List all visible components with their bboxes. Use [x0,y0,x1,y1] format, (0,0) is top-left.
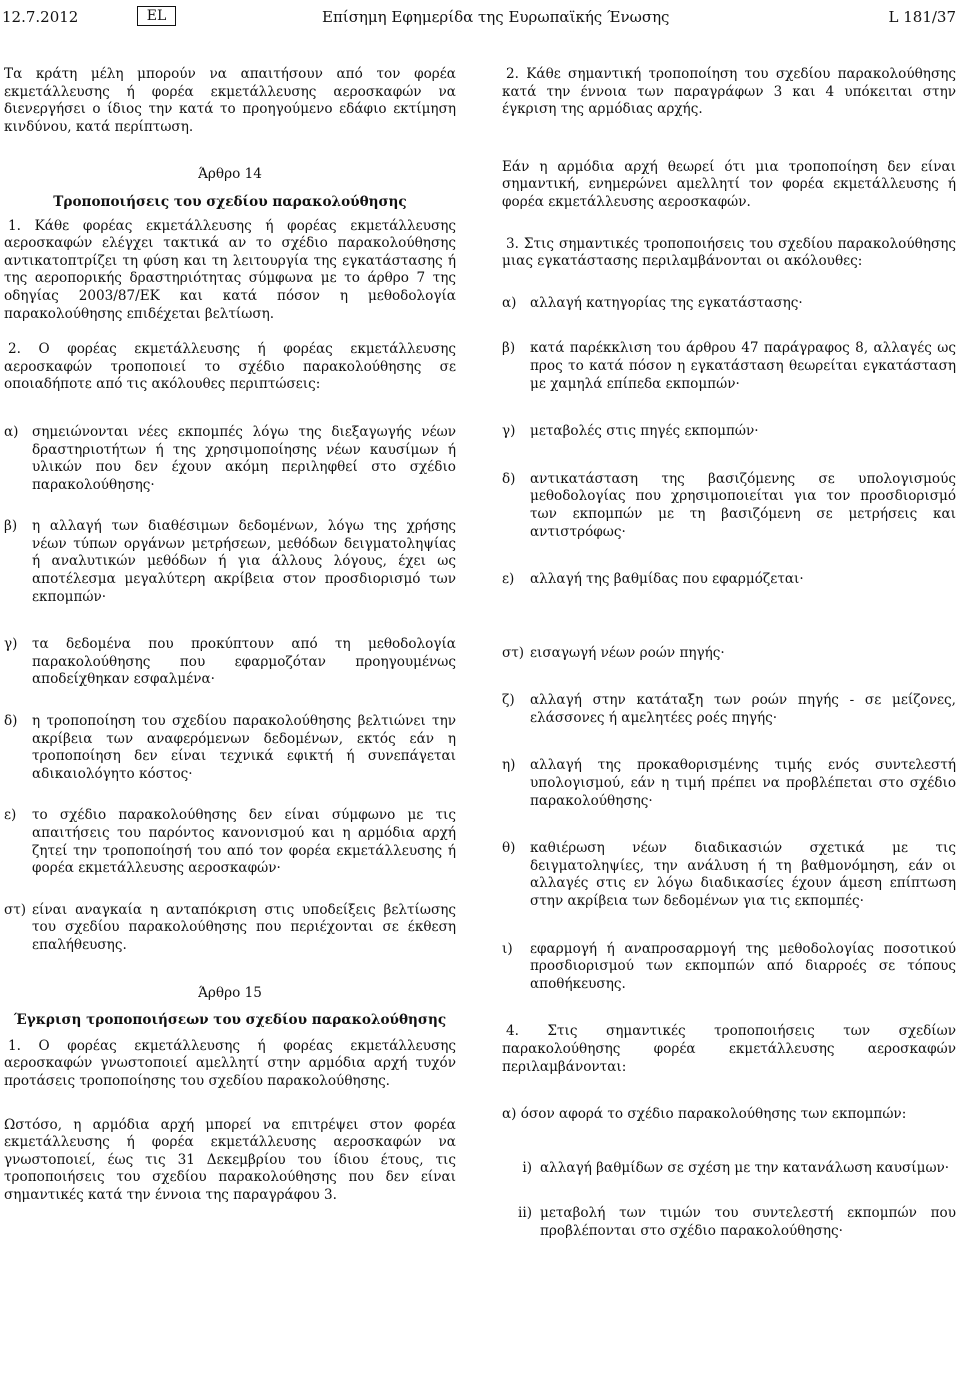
list-item: στ) εισαγωγή νέων ροών πηγής· [502,644,725,661]
list-item: στ) είναι αναγκαία η ανταπόκριση στις υποδείξεις βελτίωσης του σχεδίου παρακολούθησης που περιέχονται σε έκθεση επαλήθευσης. [4,901,456,953]
article-15-paragraph-1b: Ωστόσο, η αρμόδια αρχή μπορεί να επιτρέψει στον φορέα εκμετάλλευσης ή φορέα εκμετάλλευσης αεροσκαφών να γνωστοποιεί, έως τις 31 Δεκεμβρίου του ίδιου έτους, τις τροποποιήσεις του σχεδίου παρακολούθησης που δεν είναι σημαντικές κατά την έννοια της παραγράφου 3. [4,1116,456,1203]
journal-title: Επίσημη Εφημερίδα της Ευρωπαϊκής Ένωσης [322,8,670,26]
list-item: γ) μεταβολές στις πηγές εκπομπών· [502,423,759,440]
list-item: i) αλλαγή βαθμίδων σε σχέση με την κατανάλωση καυσίμων· [522,1159,950,1176]
article-15-paragraph-2b: Εάν η αρμόδια αρχή θεωρεί ότι μια τροποποίηση δεν είναι σημαντική, ενημερώνει αμελλητί τον φορέα εκμετάλλευσης ή φορέα εκμετάλλευσης αεροσκαφών. [502,158,956,210]
list-item: ε) το σχέδιο παρακολούθησης δεν είναι σύμφωνο με τις απαιτήσεις του παρόντος κανονισμού και η αρμόδια αρχή ζητεί την τροποποίησή του από τον φορέα εκμετάλλευσης ή φορέα εκμετάλλευσης αεροσκαφών· [4,807,456,877]
article-14-title: Τροποποιήσεις του σχεδίου παρακολούθησης [53,193,407,210]
article-15-title: Έγκριση τροποποιήσεων του σχεδίου παρακολούθησης [13,1012,447,1029]
article-15-number: Άρθρο 15 [198,984,262,1001]
intro-paragraph: Τα κράτη μέλη μπορούν να απαιτήσουν από τον φορέα εκμετάλλευσης ή φορέα εκμετάλλευσης αεροσκαφών να διενεργήσει ο ίδιος την κατά το προηγούμενο εδάφιο εκτίμηση κινδύνου, κατά περίπτωση. [4,66,456,135]
list-item: α) σημειώνονται νέες εκπομπές λόγω της διεξαγωγής νέων δραστηριοτήτων ή της χρησιμοποίησης νέων καυσίμων ή υλικών που δεν έχουν ακόμη περιληφθεί στο σχέδιο παρακολούθησης· [4,423,456,493]
list-item: θ) καθιέρωση νέων διαδικασιών σχετικά με τις δειγματοληψίες, την ανάλυση ή τη βαθμονόμηση, εάν οι αλλαγές στις εν λόγω διαδικασίες έχουν άμεση επίπτωση στην ακρίβεια των δεδομένων για τις εκπομπές· [502,840,956,910]
list-item: δ) η τροποποίηση του σχεδίου παρακολούθησης βελτιώνει την ακρίβεια των αναφερόμενων δεδομένων, εκτός εάν η τροποποίηση δεν είναι τεχνικά εφικτή ή συνεπάγεται αδικαιολόγητο κόστος· [4,713,456,782]
list-item: γ) τα δεδομένα που προκύπτουν από τη μεθοδολογία παρακολούθησης που εφαρμοζόταν προηγουμένως αποδείχθηκαν εσφαλμένα· [4,636,456,688]
paragraph-4-item-a: α) όσον αφορά το σχέδιο παρακολούθησης των εκπομπών: [502,1106,907,1123]
list-item: α) αλλαγή κατηγορίας της εγκατάστασης· [502,294,803,311]
list-item: ι) εφαρμογή ή αναπροσαρμογή της μεθοδολογίας ποσοτικού προσδιορισμού των εκπομπών από διαρροές σε τόπους αποθήκευσης. [502,940,956,992]
list-item: δ) αντικατάσταση της βασιζόμενης σε υπολογισμούς μεθοδολογίας που χρησιμοποιείται για τον προσδιορισμό των εκπομπών με τη βασιζόμενη σε μετρήσεις και αντιστρόφως· [502,470,956,540]
list-item: ii) μεταβολή των τιμών του συντελεστή εκπομπών που προβλέπονται στο σχέδιο παρακολούθησης· [518,1205,956,1239]
page-header [0,6,960,30]
article-14-paragraph-2: 2. Ο φορέας εκμετάλλευσης ή φορέας εκμετάλλευσης αεροσκαφών τροποποιεί το σχέδιο παρακολούθησης σε οποιαδήποτε από τις ακόλουθες περιπτώσεις: [4,341,456,393]
article-15-paragraph-2: 2. Κάθε σημαντική τροποποίηση του σχεδίου παρακολούθησης κατά την έννοια των παραγράφων 3 και 4 υπόκειται στην έγκριση της αρμόδιας αρχής. [502,66,956,118]
article-14-paragraph-1: 1. Κάθε φορέας εκμετάλλευσης ή φορέας εκμετάλλευσης αεροσκαφών ελέγχει τακτικά αν το σχέδιο παρακολούθησης αντικατοπτρίζει τη φύση και τη λειτουργία της εγκατάστασης ή της αεροπορικής δραστηριότητας σύμφωνα με το άρθρο 7 της οδηγίας 2003/87/ΕΚ και κατά πόσον η μεθοδολογία παρακολούθησης επιδέχεται βελτίωση. [4,217,456,322]
article-14-number: Άρθρο 14 [198,166,262,183]
publication-date: 12.7.2012 [2,8,79,26]
right-column [502,66,956,1241]
list-item: ε) αλλαγή της βαθμίδας που εφαρμόζεται· [502,571,804,588]
page-number: L 181/37 [888,8,956,26]
left-column [4,66,456,1205]
article-15-paragraph-1: 1. Ο φορέας εκμετάλλευσης ή φορέας εκμετάλλευσης αεροσκαφών γνωστοποιεί αμελλητί στην αρμόδια αρχή τυχόν προτάσεις τροποποίησης του σχεδίου παρακολούθησης. [4,1037,456,1089]
list-item: β) κατά παρέκκλιση του άρθρου 47 παράγραφος 8, αλλαγές ως προς το κατά πόσον η εγκατάσταση θεωρείται εγκατάσταση με χαμηλά επίπεδα εκπομπών· [502,340,956,392]
article-15-paragraph-4: 4. Στις σημαντικές τροποποιήσεις των σχεδίων παρακολούθησης φορέα εκμετάλλευσης αεροσκαφών περιλαμβάνονται: [502,1023,956,1075]
list-item: η) αλλαγή της προκαθορισμένης τιμής ενός συντελεστή υπολογισμού, εάν η τιμή πρέπει να προβλέπεται στο σχέδιο παρακολούθησης· [502,757,956,809]
list-item: β) η αλλαγή των διαθέσιμων δεδομένων, λόγω της χρήσης νέων τύπων οργάνων μετρήσεων, μεθόδων δειγματοληψίας ή αναλυτικών μεθόδων ή για άλλους λόγους, έχει ως αποτέλεσμα μεγαλύτερη ακρίβεια στον προσδιορισμό των εκπομπών· [4,518,456,605]
article-15-paragraph-3: 3. Στις σημαντικές τροποποιήσεις του σχεδίου παρακολούθησης μιας εγκατάστασης περιλαμβάνονται οι ακόλουθες: [502,235,956,270]
list-item: ζ) αλλαγή στην κατάταξη των ροών πηγής - σε μείζονες, ελάσσονες ή αμελητέες ροές πηγής· [502,692,956,726]
language-badge: EL [137,6,176,26]
